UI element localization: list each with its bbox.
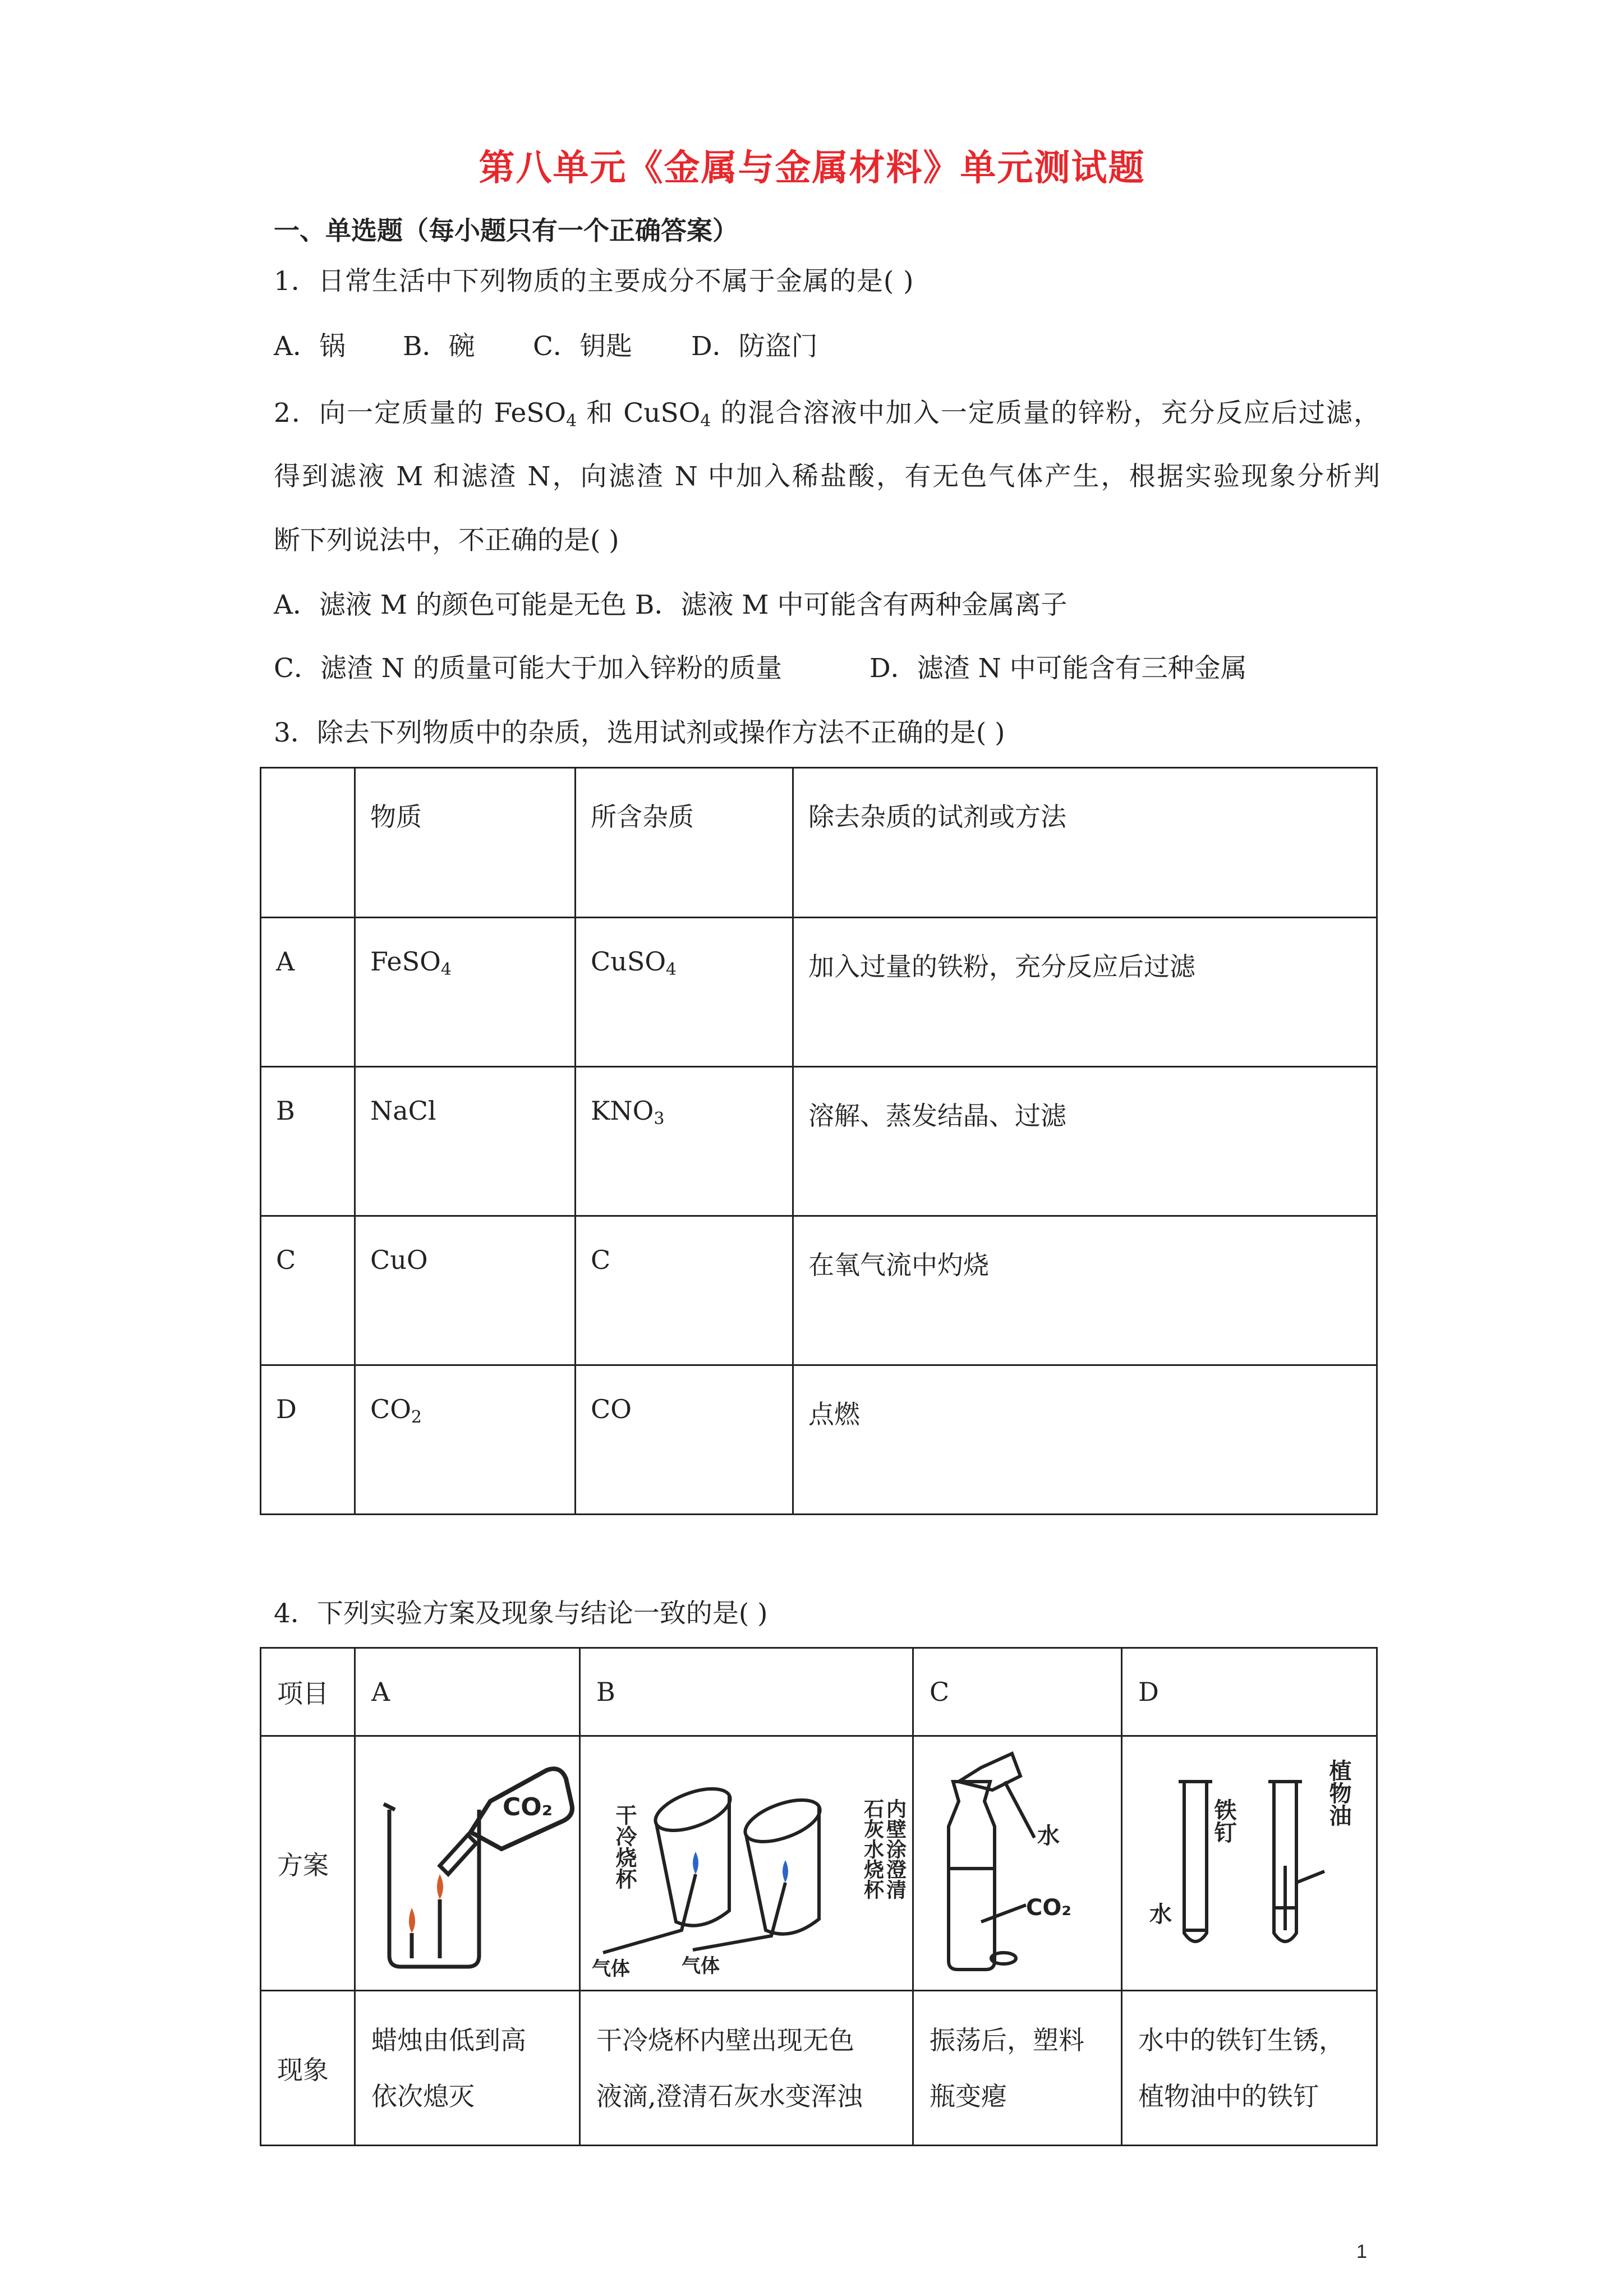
- phenomenon-cell: [580, 1991, 913, 2146]
- table-header-row: [261, 1648, 1377, 1736]
- iron-nail-rust-diagram: [1122, 1737, 1378, 1984]
- substance-cell: [355, 1067, 576, 1216]
- row-label: D: [261, 1365, 355, 1515]
- gas-combustion-beakers-diagram: [581, 1737, 914, 1984]
- table-row: [261, 1216, 1377, 1365]
- diagram-label: 水: [1037, 1823, 1060, 1849]
- question-1-stem: 1．日常生活中下列物质的主要成分不属于金属的是( ): [274, 266, 914, 297]
- header-cell: 所含杂质: [576, 768, 793, 918]
- diagram-label: 石灰水烧杯: [861, 1798, 884, 1899]
- method-cell: 溶解、蒸发结晶、过滤: [793, 1067, 1377, 1216]
- q1-option-b: B．碗: [403, 331, 475, 362]
- question-2-options-cd: [274, 655, 1247, 682]
- formula: NaCl: [370, 1096, 436, 1126]
- header-cell: A: [355, 1648, 580, 1736]
- question-1-options: [274, 333, 818, 360]
- subscript: 4: [440, 960, 452, 979]
- q2-option-d: D．滤渣 N 中可能含有三种金属: [869, 653, 1247, 684]
- row-label: B: [261, 1067, 355, 1216]
- diagram-b-cell: [580, 1736, 913, 1991]
- phenomenon-text: 液滴,澄清石灰水变浑浊: [596, 2081, 863, 2111]
- diagram-a-cell: [355, 1736, 580, 1991]
- formula: CuSO: [591, 946, 666, 977]
- row-label: A: [261, 918, 355, 1067]
- subscript: 4: [700, 411, 711, 431]
- phenomenon-text: 植物油中的铁钉: [1138, 2081, 1319, 2111]
- q1-option-d: D．防盗门: [691, 331, 818, 362]
- q1-option-a: A．锅: [274, 331, 346, 362]
- header-cell: 物质: [355, 768, 576, 918]
- q2-text: 和 CuSO: [577, 398, 701, 429]
- phenomenon-cell: [1122, 1991, 1377, 2146]
- subscript: 4: [666, 960, 677, 979]
- formula: FeSO: [370, 946, 441, 977]
- substance-cell: [355, 1365, 576, 1515]
- table-header-row: [261, 768, 1377, 918]
- row-label: C: [261, 1216, 355, 1365]
- substance-cell: [355, 1216, 576, 1365]
- question-2-options-ab: [274, 592, 1067, 618]
- header-cell: 除去杂质的试剂或方法: [793, 768, 1377, 918]
- row-label: 现象: [261, 1991, 355, 2146]
- phenomenon-cell: [913, 1991, 1122, 2146]
- co2-pouring-candles-diagram: [356, 1737, 580, 1984]
- phenomenon-text: 瓶变瘪: [930, 2081, 1007, 2111]
- phenomenon-row: [261, 1991, 1377, 2146]
- formula: CuO: [370, 1245, 428, 1275]
- question-3-stem: 3．除去下列物质中的杂质，选用试剂或操作方法不正确的是( ): [274, 717, 1005, 748]
- question-4-table: [260, 1647, 1378, 2146]
- header-cell: [261, 768, 355, 918]
- page-title: 第八单元《金属与金属材料》单元测试题: [479, 148, 1145, 189]
- phenomenon-text: 水中的铁钉生锈，: [1138, 2024, 1345, 2055]
- diagram-label: 内壁涂澄清: [883, 1798, 907, 1899]
- phenomenon-text: 蜡烛由低到高: [371, 2024, 526, 2055]
- formula: C: [591, 1245, 611, 1275]
- question-2-line-2: 得到滤液 M 和滤渣 N，向滤渣 N 中加入稀盐酸，有无色气体产生，根据实验现象分析判: [274, 461, 1380, 492]
- header-cell: C: [913, 1648, 1122, 1736]
- q2-text: 的混合溶液中加入一定质量的锌粉，充分反应后过滤，: [711, 398, 1380, 429]
- table-row: [261, 1365, 1377, 1515]
- method-cell: 加入过量的铁粉，充分反应后过滤: [793, 918, 1377, 1067]
- row-label: 方案: [261, 1736, 355, 1991]
- substance-cell: [355, 918, 576, 1067]
- impurity-cell: [576, 1216, 793, 1365]
- phenomenon-text: 振荡后，塑料: [930, 2024, 1084, 2055]
- subscript: 4: [566, 411, 577, 431]
- flame-icon: [783, 1860, 788, 1883]
- impurity-cell: [576, 1067, 793, 1216]
- diagram-label: CO₂: [503, 1793, 553, 1821]
- phenomenon-cell: [355, 1991, 580, 2146]
- diagram-label: CO₂: [1026, 1895, 1071, 1921]
- q2-option-b: B．滤液 M 中可能含有两种金属离子: [634, 590, 1068, 620]
- q2-option-c: C．滤渣 N 的质量可能大于加入锌粉的质量: [274, 653, 782, 684]
- diagram-d-cell: [1122, 1736, 1377, 1991]
- diagram-label: 气体: [592, 1958, 630, 1980]
- flame-icon: [693, 1852, 698, 1874]
- diagram-label: 水: [1149, 1902, 1172, 1927]
- header-cell: D: [1122, 1648, 1377, 1736]
- plan-row: [261, 1736, 1377, 1991]
- question-4-stem: 4．下列实验方案及现象与结论一致的是( ): [274, 1598, 768, 1629]
- candle-flame-icon: [409, 1908, 415, 1933]
- diagram-c-cell: [913, 1736, 1122, 1991]
- table-row: [261, 918, 1377, 1067]
- question-3-table: [260, 767, 1378, 1515]
- formula: KNO: [591, 1096, 654, 1126]
- method-cell: 在氧气流中灼烧: [793, 1216, 1377, 1365]
- header-cell: B: [580, 1648, 913, 1736]
- q2-text: 2．向一定质量的 FeSO: [274, 398, 567, 429]
- phenomenon-text: 依次熄灭: [371, 2081, 475, 2111]
- diagram-label: 干冷烧杯: [612, 1804, 637, 1889]
- section-heading: 一、单选题（每小题只有一个正确答案）: [274, 215, 738, 246]
- method-cell: 点燃: [793, 1365, 1377, 1515]
- phenomenon-text: 干冷烧杯内壁出现无色: [596, 2024, 854, 2055]
- diagram-label: 气体: [682, 1955, 720, 1977]
- impurity-cell: [576, 918, 793, 1067]
- question-2-line-3: 断下列说法中，不正确的是( ): [274, 525, 619, 556]
- candle-flame-icon: [437, 1874, 443, 1899]
- q2-option-a: A．滤液 M 的颜色可能是无色: [274, 590, 627, 620]
- bottle-co2-water-diagram: [914, 1737, 1122, 1984]
- page-number: 1: [1356, 2241, 1367, 2262]
- impurity-cell: [576, 1365, 793, 1515]
- table-row: [261, 1067, 1377, 1216]
- diagram-label: 铁钉: [1211, 1798, 1236, 1843]
- subscript: 3: [654, 1109, 665, 1129]
- formula: CO: [370, 1394, 411, 1424]
- header-cell: 项目: [261, 1648, 355, 1736]
- question-2-line-1: [274, 400, 1380, 430]
- subscript: 2: [411, 1407, 422, 1427]
- diagram-label: 植物油: [1326, 1759, 1351, 1826]
- formula: CO: [591, 1394, 632, 1424]
- q1-option-c: C．钥匙: [533, 331, 632, 362]
